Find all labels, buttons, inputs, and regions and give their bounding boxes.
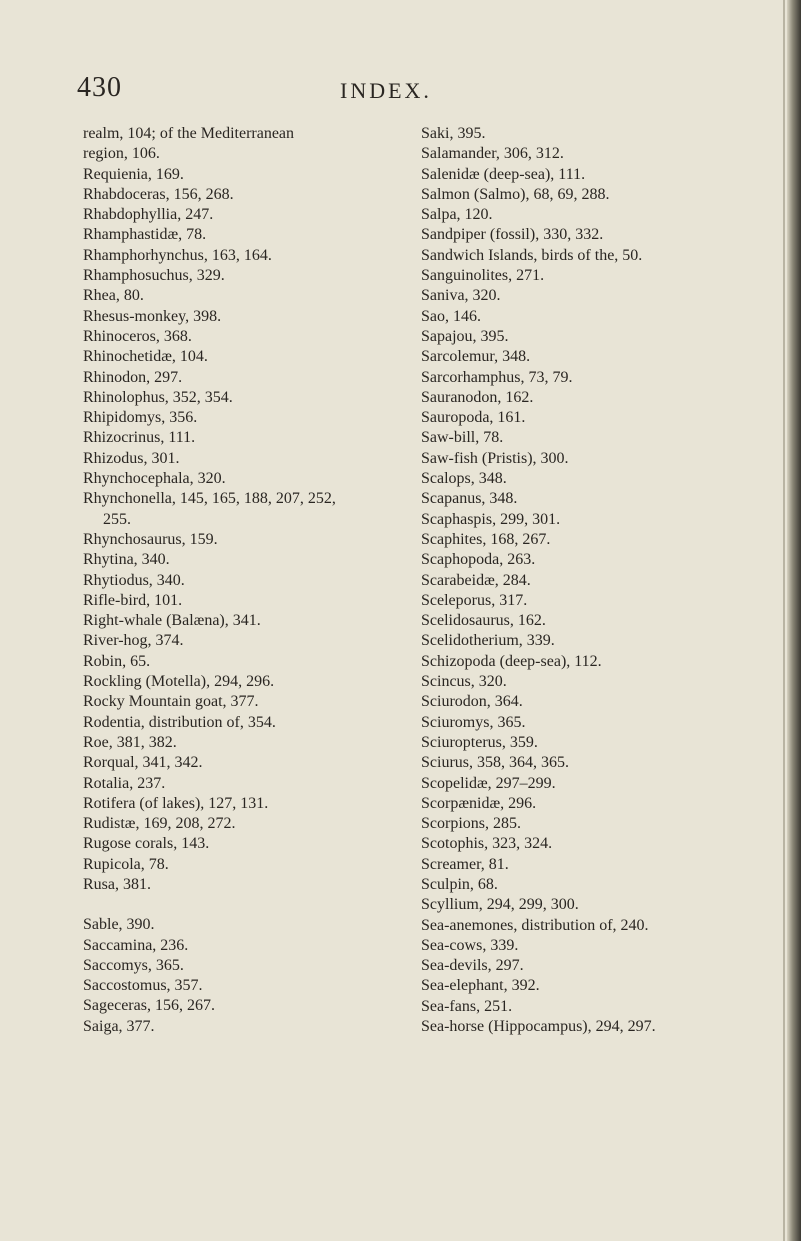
index-entry: Rhynchonella, 145, 165, 188, 207, 252, [83, 490, 336, 508]
index-entry: Sea-devils, 297. [421, 957, 524, 975]
index-entry: Scarabeidæ, 284. [421, 571, 531, 589]
index-entry: Scaphaspis, 299, 301. [421, 510, 561, 528]
index-entry: Sceleporus, 317. [421, 591, 528, 609]
index-entry: Rhea, 80. [83, 287, 144, 305]
index-entry: Salenidæ (deep-sea), 111. [421, 165, 586, 183]
index-entry: Sciurodon, 364. [421, 693, 523, 711]
index-entry: Sapajou, 395. [421, 327, 509, 345]
index-entry: Salpa, 120. [421, 206, 493, 224]
index-entry: Sao, 146. [421, 307, 481, 325]
index-entry: Scelidosaurus, 162. [421, 612, 546, 630]
index-entry: Schizopoda (deep-sea), 112. [421, 652, 602, 670]
index-entry: Scorpions, 285. [421, 815, 521, 833]
index-entry: Sciuropterus, 359. [421, 733, 538, 751]
section-gap [83, 895, 403, 915]
index-entry: Sanguinolites, 271. [421, 267, 545, 285]
index-entry: Sea-anemones, distribution of, 240. [421, 916, 649, 934]
index-column-right [421, 124, 761, 1037]
index-entry: Rorqual, 341, 342. [83, 754, 203, 772]
index-entry: Scaphopoda, 263. [421, 551, 536, 569]
page-edge-line [783, 0, 785, 1241]
index-entry: Rocky Mountain goat, 377. [83, 693, 259, 711]
index-entry: Rhabdoceras, 156, 268. [83, 185, 234, 203]
index-entry: Rhamphastidæ, 78. [83, 226, 207, 244]
index-entry: Saw-fish (Pristis), 300. [421, 449, 569, 467]
index-entry: Rodentia, distribution of, 354. [83, 713, 276, 731]
index-entry: Sea-elephant, 392. [421, 977, 540, 995]
index-entry: Scopelidæ, 297–299. [421, 774, 556, 792]
index-entry: Rhipidomys, 356. [83, 409, 198, 427]
index-entry: Sageceras, 156, 267. [83, 997, 215, 1015]
index-entry: realm, 104; of the Mediterranean [83, 125, 295, 142]
index-entry: Roe, 381, 382. [83, 733, 177, 751]
index-entry: Robin, 65. [83, 652, 151, 670]
page-number: 430 [77, 72, 122, 103]
index-entry: Rudistæ, 169, 208, 272. [83, 815, 236, 833]
index-entry: Scaphites, 168, 267. [421, 530, 551, 548]
index-entry: 255. [103, 510, 131, 528]
index-entry: Rhynchosaurus, 159. [83, 530, 218, 548]
index-entry: Rhabdophyllia, 247. [83, 206, 214, 224]
index-entry: Rhytina, 340. [83, 551, 170, 569]
index-entry: Scincus, 320. [421, 673, 507, 691]
running-title: INDEX. [340, 78, 432, 103]
index-entry: Right-whale (Balæna), 341. [83, 612, 261, 630]
index-entry: Salmon (Salmo), 68, 69, 288. [421, 185, 610, 203]
index-entry: Rhynchocephala, 320. [83, 470, 226, 488]
index-entry: Requienia, 169. [83, 165, 184, 183]
index-entry: Sciurus, 358, 364, 365. [421, 754, 569, 772]
index-entry: Rupicola, 78. [83, 855, 169, 873]
index-entry: Screamer, 81. [421, 855, 509, 873]
index-entry: Rhesus-monkey, 398. [83, 307, 222, 325]
index-entry: Saiga, 377. [83, 1017, 155, 1035]
index-entry: Scelidotherium, 339. [421, 632, 555, 650]
index-entry: Rotalia, 237. [83, 774, 166, 792]
index-entry: Sandwich Islands, birds of the, 50. [421, 246, 643, 264]
index-entry: Scotophis, 323, 324. [421, 835, 553, 853]
index-entry: Saccomys, 365. [83, 956, 184, 974]
index-entry: Scapanus, 348. [421, 490, 518, 508]
index-entry: Saniva, 320. [421, 287, 501, 305]
index-entry: Sable, 390. [83, 916, 155, 934]
index-entry: Rhamphosuchus, 329. [83, 267, 225, 285]
index-entry: Sculpin, 68. [421, 875, 498, 893]
index-entry: Rhizodus, 301. [83, 449, 180, 467]
index-entry: Sciuromys, 365. [421, 713, 526, 731]
book-spine-edge [787, 0, 801, 1241]
index-entry: Rhinodon, 297. [83, 368, 183, 386]
index-entry: Saki, 395. [421, 125, 486, 142]
index-entry: River-hog, 374. [83, 632, 184, 650]
index-entry: Rhinolophus, 352, 354. [83, 388, 233, 406]
index-entry: Saccostomus, 357. [83, 977, 203, 995]
index-entry: Sea-cows, 339. [421, 936, 519, 954]
index-entry: Saccamina, 236. [83, 936, 189, 954]
index-entry: Sarcolemur, 348. [421, 348, 531, 366]
index-entry: Rifle-bird, 101. [83, 591, 183, 609]
index-entry: region, 106. [83, 145, 160, 163]
index-entry: Sea-horse (Hippocampus), 294, 297. [421, 1018, 656, 1036]
index-entry: Salamander, 306, 312. [421, 145, 564, 163]
index-entry: Sandpiper (fossil), 330, 332. [421, 226, 604, 244]
index-entry: Sarcorhamphus, 73, 79. [421, 368, 573, 386]
index-column-left [83, 124, 403, 1037]
index-entry: Rhinoceros, 368. [83, 327, 192, 345]
index-entry: Rotifera (of lakes), 127, 131. [83, 794, 269, 812]
index-entry: Rugose corals, 143. [83, 835, 210, 853]
index-entry: Scyllium, 294, 299, 300. [421, 896, 579, 914]
index-entry: Rockling (Motella), 294, 296. [83, 673, 275, 691]
index-entry: Sea-fans, 251. [421, 997, 513, 1015]
index-entry: Scalops, 348. [421, 470, 507, 488]
index-entry: Rhizocrinus, 111. [83, 429, 196, 447]
index-entry: Saw-bill, 78. [421, 429, 504, 447]
index-entry: Sauranodon, 162. [421, 388, 534, 406]
index-entry: Rhinochetidæ, 104. [83, 348, 208, 366]
index-entry: Sauropoda, 161. [421, 409, 526, 427]
page-header [0, 72, 801, 112]
index-entry: Rhamphorhynchus, 163, 164. [83, 246, 272, 264]
index-entry: Rhytiodus, 340. [83, 571, 185, 589]
index-entry: Rusa, 381. [83, 875, 151, 893]
index-entry: Scorpænidæ, 296. [421, 794, 537, 812]
